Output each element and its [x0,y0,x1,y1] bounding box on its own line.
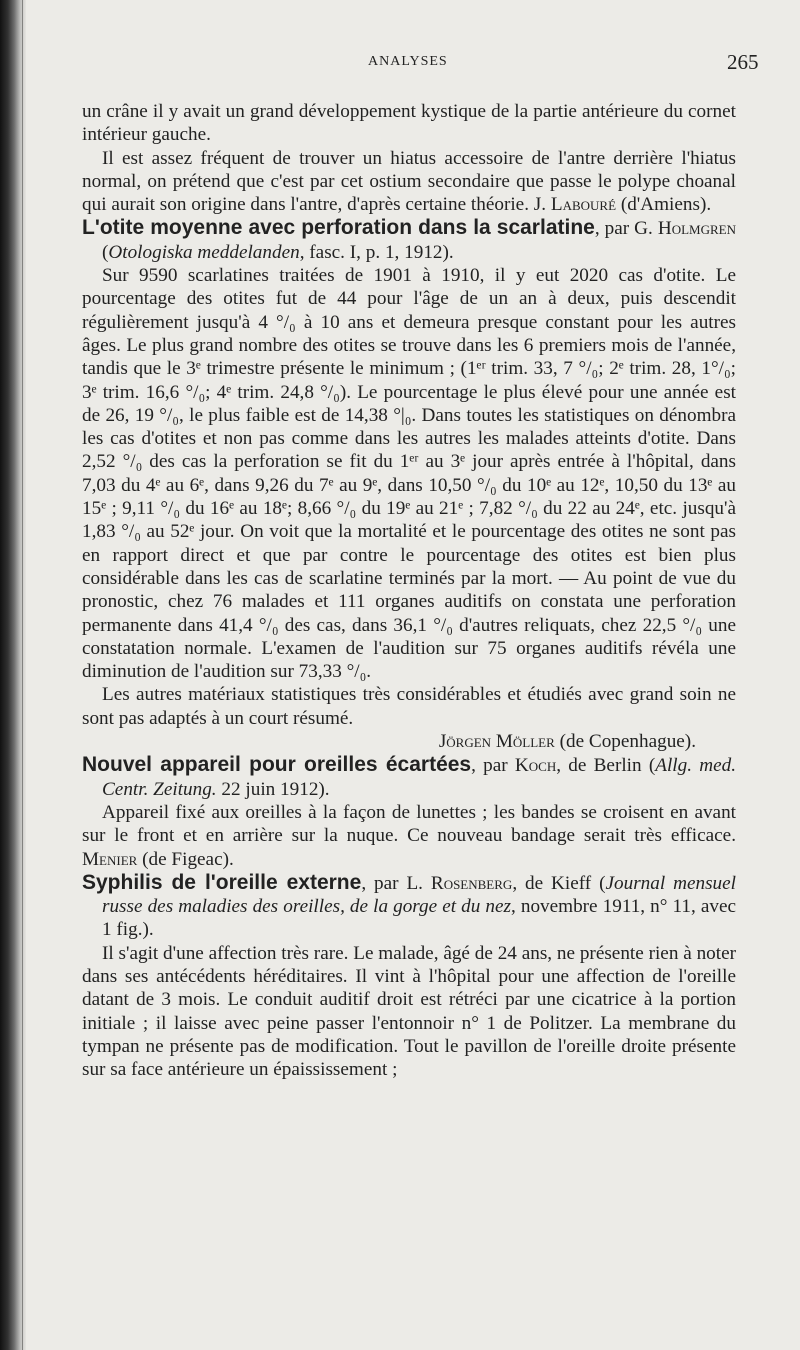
author-name: Rosenberg [430,872,513,894]
paragraph [82,683,736,730]
author-name: Koch [514,755,557,777]
text-run: , fasc. I, p. 1, 1912). [299,241,454,263]
text-run: Sur 9590 scarlatines traitées de 1901 à 1910, il y eut 2020 cas d'otite. Le pourcentage des otites fut de 44 pour l'âge de un an à deux, puis descendit régulièrement jusqu'à 4 °/₀ à 10 ans et demeura presque constant pour les autres âges. Le plus grand nombre des otites se trouve dans les 6 premiers mois de l'année, tandis que le 3ᵉ trimestre présente le minimum ; (1ᵉʳ trim. 33, 7 °/₀; 2ᵉ trim. 28, 1°/₀; 3ᵉ trim. 16,6 °/₀; 4ᵉ trim. 24,8 °/₀). Le pourcentage le plus élevé pour une année est de 26, 19 °/₀, le plus faible est de 14,38 °|₀. Dans toutes les statistiques on dénombra les cas d'otites et non pas comme dans les autres les malades atteints d'otite. Dans 2,52 °/₀ des cas la perforation se fit du 1ᵉʳ au 3ᵉ jour après entrée à l'hôpital, dans 7,03 du 4ᵉ au 6ᵉ, dans 9,26 du 7ᵉ au 9ᵉ, dans 10,50 °/₀ du 10ᵉ au 12ᵉ, 10,50 du 13ᵉ au 15ᵉ ; 9,11 °/₀ du 16ᵉ au 18ᵉ; 8,66 °/₀ du 19ᵉ au 21ᵉ ; 7,82 °/₀ du 22 au 24ᵉ, etc. jusqu'à 1,83 °/₀ au 52ᵉ jour. On voit que la mortalité et le pourcentage des otites ne sont pas en rapport direct et que par contre le pourcentage des otites est bien plus considérable dans les cas de scarlatine terminés par la mort. — Au point de vue du pronostic, chez 76 malades et 111 organes auditifs on constata une perforation permanente dans 41,4 °/₀ des cas, dans 36,1 °/₀ d'autres reliquats, chez 22,5 °/₀ une constatation normale. L'examen de l'audition sur 75 organes auditifs révéla une diminution de l'audition sur 73,33 °/₀. [82,265,736,683]
text-run: (de Copenhague). [554,731,696,753]
text-run: , de Kieff ( [512,872,606,894]
paragraph [82,801,736,871]
paragraph [82,264,736,683]
text-run: J. [533,194,551,216]
article-heading [82,216,736,264]
running-head: ANALYSES [368,54,448,69]
text-run: , novembre 1911, n° 11, avec 1 fig.). [102,896,736,941]
spine-edge-line [22,0,23,1350]
text-run: ( [102,241,109,263]
author-name: Holmgren [657,218,736,240]
page-number: 265 [727,50,759,74]
text-run: , par [471,755,515,777]
text-run: 22 juin 1912). [216,778,330,800]
author-name: Jörgen Möller [438,731,555,753]
article-heading [82,753,736,801]
page-header [0,50,800,80]
text-run: (d'Amiens). [616,194,712,216]
journal-title: Otologiska meddelanden [108,241,300,263]
author-signature [82,730,736,753]
text-run: Il s'agit d'une affection très rare. Le malade, âgé de 24 ans, ne présente rien à noter dans ses antécédents héréditaires. Il vint à l'hôpital pour une affection de l'oreille datant de 3 mois. Le conduit auditif droit est rétréci par une cicatrice à la portion initiale ; il laisse avec peine passer l'entonnoir n° 1 de Politzer. La membrane du tympan ne présente pas de modification. Tout le pavillon de l'oreille droite présente sur sa face antérieure un épaississement ; [82,942,736,1081]
text-run: , par L. [361,872,431,894]
journal-title: Journal mensuel russe des maladies des oreilles, de la gorge et du nez [102,872,736,918]
text-run: , par G. [594,218,658,240]
paragraph [82,942,736,1082]
heading-title: L'otite moyenne avec perforation dans la scarlatine [82,216,595,240]
paragraph [82,100,736,147]
text-run: un crâne il y avait un grand développement kystique de la partie antérieure du cornet intérieur gauche. [82,101,736,146]
article-heading [82,871,736,942]
journal-title: Allg. med. Centr. Zeitung. [102,755,737,800]
text-run: Les autres matériaux statistiques très considérables et étudiés avec grand soin ne sont pas adaptés à un court résumé. [82,684,736,729]
author-name: Menier [82,848,138,870]
paragraph [82,147,736,217]
article-body [82,100,736,1081]
text-run: Il est assez fréquent de trouver un hiatus accessoire de l'antre derrière l'hiatus normal, on prétend que c'est par cet ostium secondaire que passe le polype choanal qui aurait son origine dans l'antre, d'après certaine théorie. [82,147,736,216]
text-run: (de Figeac). [137,848,234,870]
text-run: , de Berlin ( [556,755,656,777]
heading-title: Nouvel appareil pour oreilles écartées [82,753,472,777]
author-name: Labouré [550,194,617,216]
text-run: Appareil fixé aux oreilles à la façon de lunettes ; les bandes se croisent en avant sur le front et en arrière sur la nuque. Ce nouveau bandage serait très efficace. [82,801,736,847]
heading-title: Syphilis de l'oreille externe [82,870,362,894]
